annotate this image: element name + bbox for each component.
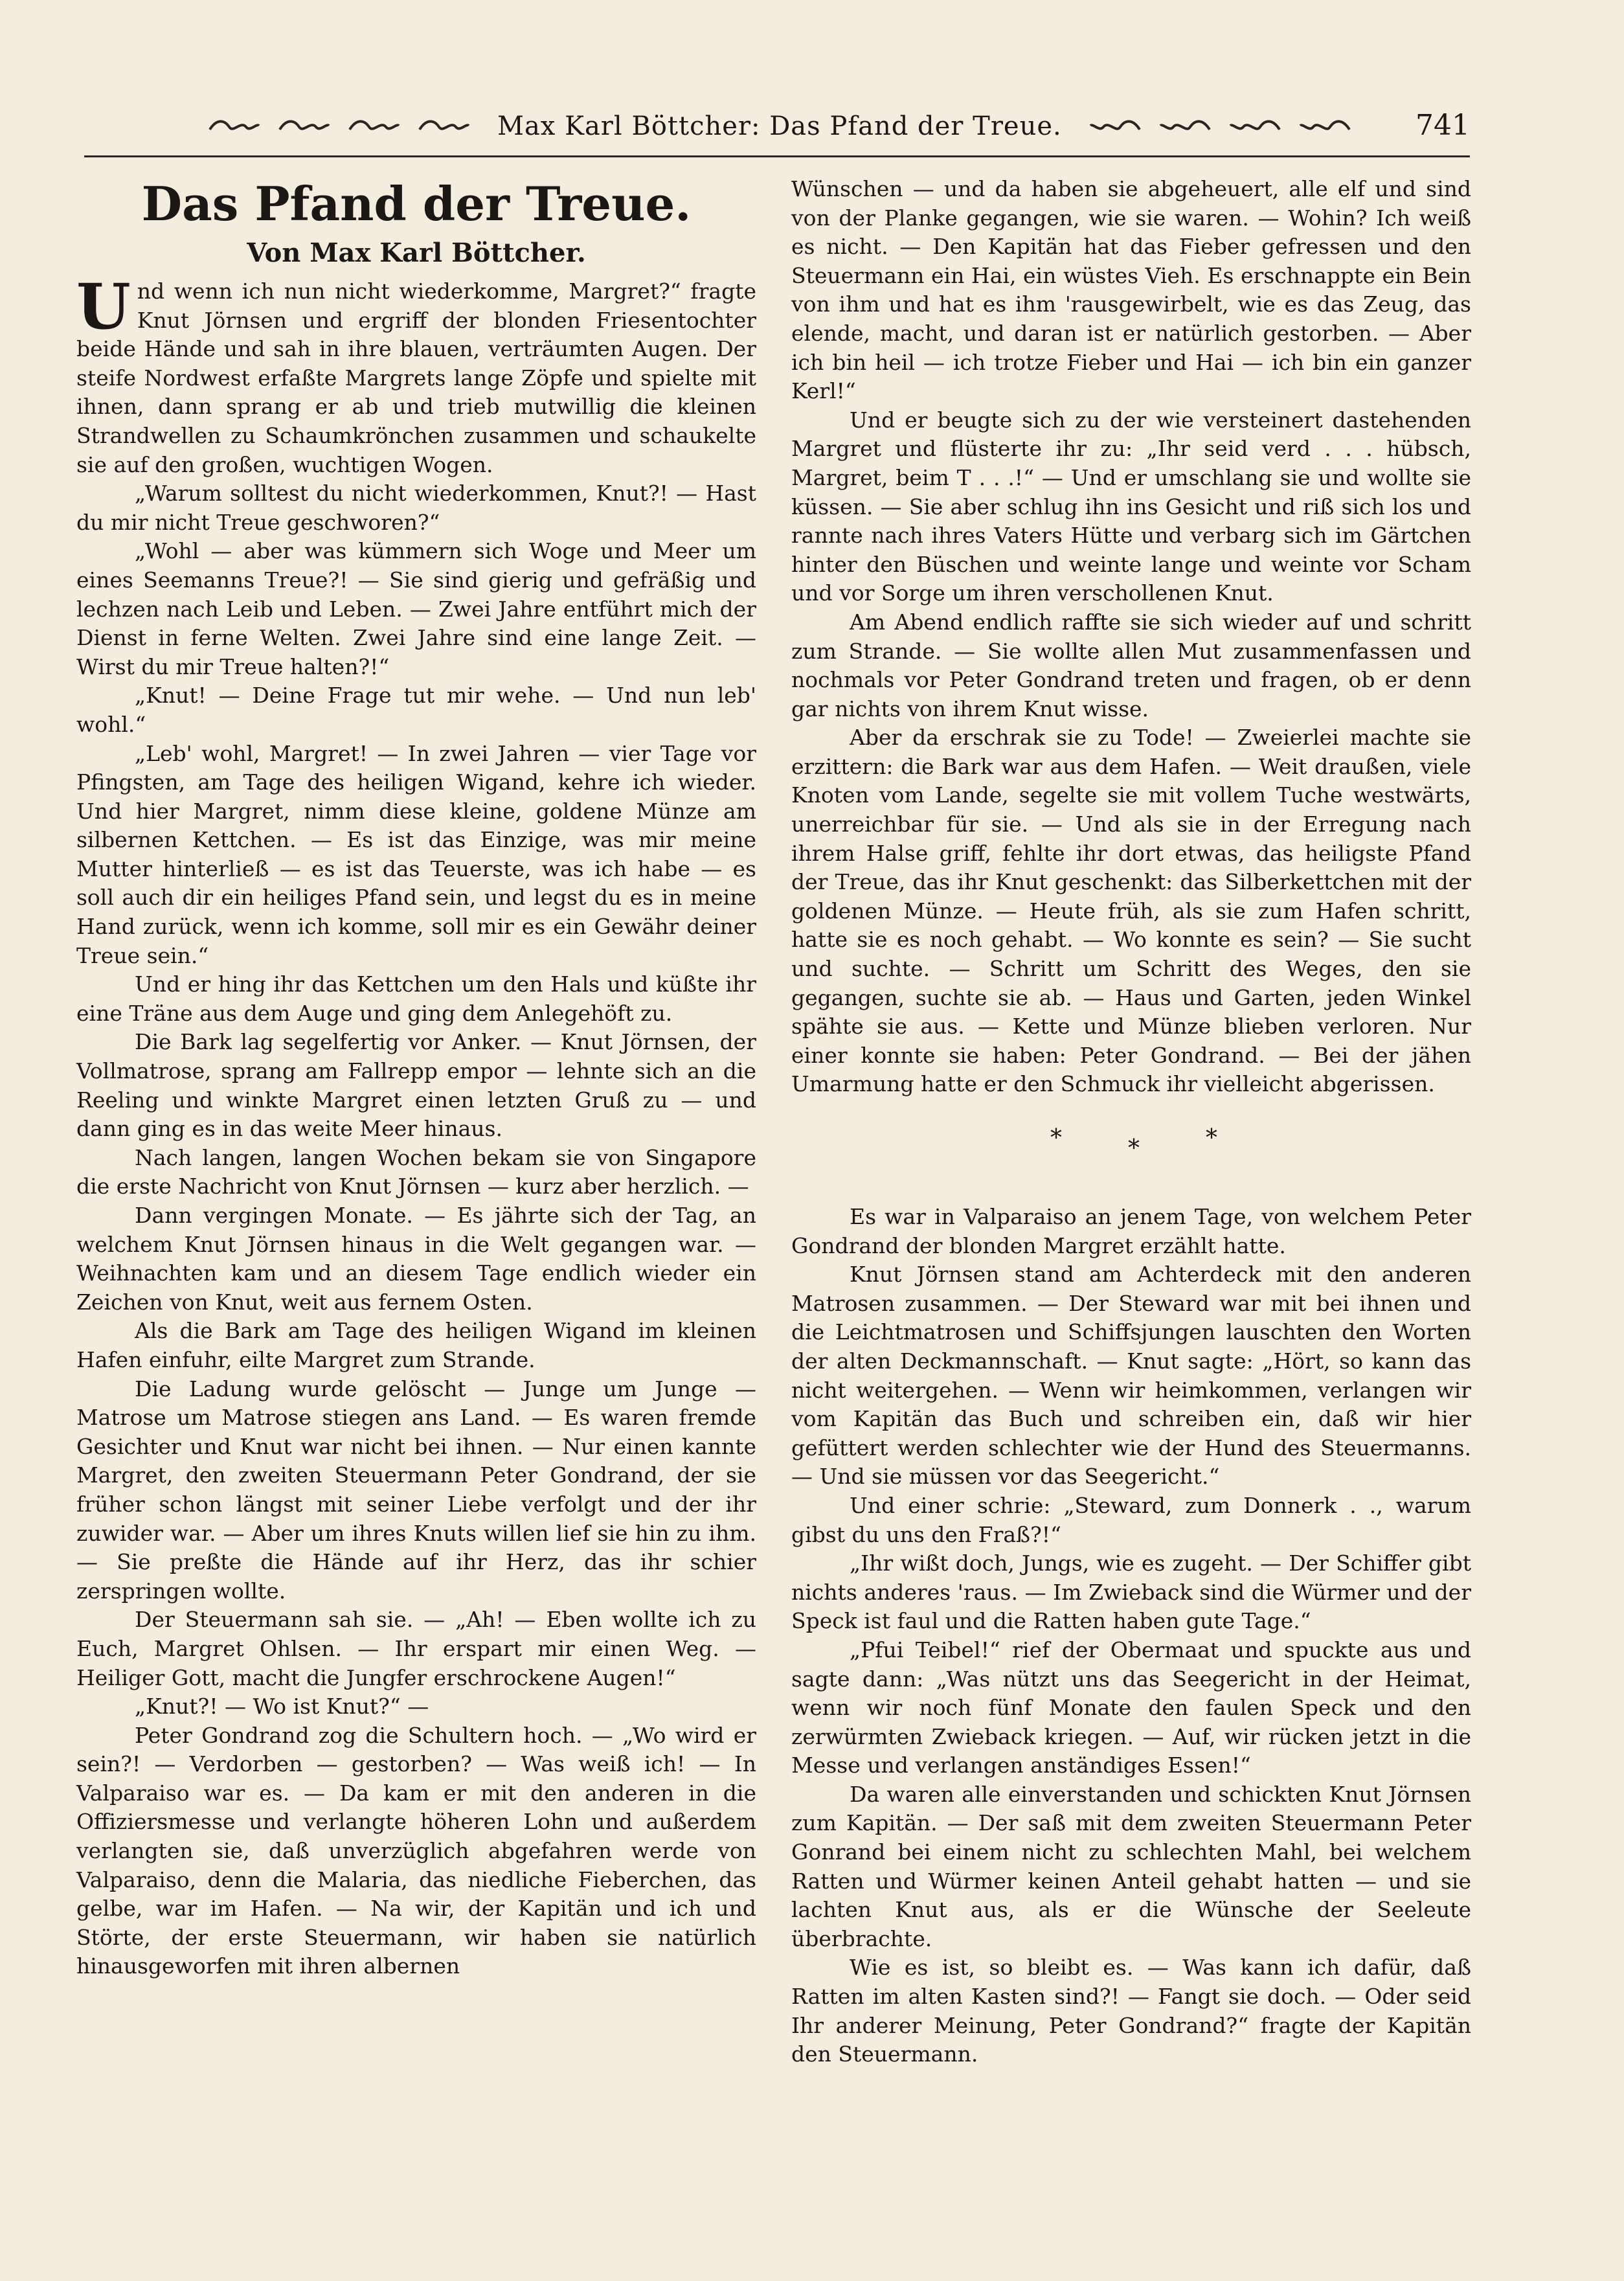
ornament-icon: [417, 118, 471, 135]
paragraph: „Wohl — aber was kümmern sich Woge und Meer um eines Seemanns Treue?! — Sie sind gierig und gefräßig und lechzen nach Leib und Leben. — Zwei Jahre entführt mich der Dienst in ferne Welten. Zwei Jahre sind eine lange Zeit. — Wirst du mir Treue halten?!“: [76, 538, 756, 679]
paragraph: Am Abend endlich raffte sie sich wieder auf und schritt zum Strande. — Sie wollte allen Mut zusammenfassen und nochmals vor Peter Gondrand treten und fragen, ob er denn gar nichts von ihrem Knut wisse.: [791, 609, 1471, 721]
paragraph: Und er hing ihr das Kettchen um den Hals und küßte ihr eine Träne aus dem Auge und ging dem Anlegehöft zu.: [76, 971, 756, 1026]
running-title: Max Karl Böttcher: Das Pfand der Treue.: [497, 111, 1062, 141]
header-ornaments-left: [207, 118, 471, 135]
ornament-icon: [1228, 118, 1282, 135]
running-header: [84, 97, 1470, 157]
drop-cap: U: [76, 270, 131, 343]
paragraph: „Leb' wohl, Margret! — In zwei Jahren — vier Tage vor Pfingsten, am Tage des heiligen Wigand, kehre ich wieder. Und hier Margret, nimm diese kleine, goldene Münze am silbernen Kettchen. — Es ist das Einzige, was mir meine Mutter hinterließ — es ist das Teuerste, was ich habe — es soll auch dir ein heiliges Pfand sein, und legst du es in meine Hand zurück, wenn ich komme, soll mir es ein Gewähr deiner Treue sein.“: [76, 740, 756, 968]
ornament-icon: [1158, 118, 1212, 135]
paragraph: Knut Jörnsen stand am Achterdeck mit den anderen Matrosen zusammen. — Der Steward war mit bei ihnen und die Leichtmatrosen und Schiffsjungen lauschten den Worten der alten Deckmannschaft. — Knut sagte: „Hört, so kann das nicht weitergehen. — Wenn wir heimkommen, verlangen wir vom Kapitän das Buch und schreiben ein, daß wir hier gefüttert werden schlechter wie der Hund des Steuermanns. — Und sie müssen vor das Seegericht.“: [791, 1262, 1471, 1490]
paragraph: Die Ladung wurde gelöscht — Junge um Junge — Matrose um Matrose stiegen ans Land. — Es waren fremde Gesichter und Knut war nicht bei ihnen. — Nur einen kannte Margret, den zweiten Steuermann Peter Gondrand, der sie früher schon längst mit seiner Liebe verfolgt und der ihr zuwider war. — Aber um ihres Knuts willen lief sie hin zu ihm. — Sie preßte die Hände auf ihr Herz, das ihr schier zerspringen wollte.: [76, 1376, 756, 1604]
paragraph: „Warum solltest du nicht wiederkommen, Knut?! — Hast du mir nicht Treue geschworen?“: [76, 481, 756, 535]
left-paragraphs: [76, 270, 756, 1981]
paragraph: „Knut?! — Wo ist Knut?“ —: [135, 1694, 429, 1719]
section-separator: [791, 1099, 1471, 1203]
left-column: [76, 175, 756, 1981]
ornament-icon: [347, 118, 401, 135]
separator-star: *: [1206, 1125, 1217, 1152]
paragraph: Und wenn ich nun nicht wiederkomme, Margret?“ fragte Knut Jörnsen und ergriff der blonden Friesentochter beide Hände und sah in ihre blauen, verträumten Augen. Der steife Nordwest erfaßte Margrets lange Zöpfe und spielte mit ihnen, dann sprang er ab und trieb mutwillig die kleinen Strandwellen zu Schaumkrönchen zusammen und schaukelte sie auf den großen, wuchtigen Wogen.: [76, 270, 756, 477]
paragraph: „Pfui Teibel!“ rief der Obermaat und spuckte aus und sagte dann: „Was nützt uns das Seegericht in der Heimat, wenn wir noch fünf Monate den faulen Speck und den zerwürmten Zwieback kriegen. — Auf, wir rücken jetzt in die Messe und verlangen anständiges Essen!“: [791, 1637, 1471, 1778]
header-center: [207, 111, 1352, 141]
paragraph: Als die Bark am Tage des heiligen Wigand im kleinen Hafen einfuhr, eilte Margret zum Strande.: [76, 1318, 756, 1372]
paragraph: Und einer schrie: „Steward, zum Donnerk . ., warum gibst du uns den Fraß?!“: [791, 1492, 1471, 1547]
story-byline: Von Max Karl Böttcher.: [247, 238, 586, 268]
separator-star: *: [1050, 1125, 1062, 1152]
paragraph: „Ihr wißt doch, Jungs, wie es zugeht. — Der Schiffer gibt nichts anderes 'raus. — Im Zwieback sind die Würmer und der Speck ist faul und die Ratten haben gute Tage.“: [791, 1550, 1471, 1634]
page-number: 741: [1415, 109, 1470, 142]
separator-star: *: [1128, 1135, 1140, 1162]
header-ornaments-right: [1088, 118, 1352, 135]
paragraph: Und er beugte sich zu der wie versteinert dastehenden Margret und flüsterte ihr zu: „Ihr seid verd . . . hübsch, Margret, beim T . . .!“ — Und er umschlang sie und wollte sie küssen. — Sie aber schlug ihn ins Gesicht und riß sich los und rannte nach ihres Vaters Hütte und verbarg sich im Gärtchen hinter den Büschen und weinte lange und weinte vor Scham und vor Sorge um ihren verschollenen Knut.: [791, 407, 1471, 606]
paragraph: Wie es ist, so bleibt es. — Was kann ich dafür, daß Ratten im alten Kasten sind?! — Fangt sie doch. — Oder seid Ihr anderer Meinung, Peter Gondrand?“ fragte der Kapitän den Steuermann.: [791, 1955, 1471, 2067]
ornament-icon: [1088, 118, 1142, 135]
paragraph: „Knut! — Deine Frage tut mir wehe. — Und nun leb' wohl.“: [76, 683, 756, 737]
paragraph: Da waren alle einverstanden und schickten Knut Jörnsen zum Kapitän. — Der saß mit dem zweiten Steuermann Peter Gonrand bei einem nicht zu schlechten Mahl, bei welchem Ratten und Würmer keinen Anteil gehabt hatten — und sie lachten Knut aus, als er die Wünsche der Seeleute überbrachte.: [791, 1781, 1471, 1951]
paragraph: Aber da erschrak sie zu Tode! — Zweierlei machte sie erzittern: die Bark war aus dem Hafen. — Weit draußen, viele Knoten vom Lande, segelte sie mit vollem Tuche westwärts, unerreichbar für sie. — Und als sie in der Erregung nach ihrem Halse griff, fehlte ihr dort etwas, das heiligste Pfand der Treue, das ihr Knut geschenkt: das Silberkettchen mit der goldenen Münze. — Heute früh, als sie zum Hafen schritt, hatte sie es noch gehabt. — Wo konnte es sein? — Sie sucht und suchte. — Schritt um Schritt des Weges, den sie gegangen, suchte sie ab. — Haus und Garten, jeden Winkel spähte sie aus. — Kette und Münze blieben verloren. Nur einer konnte sie haben: Peter Gondrand. — Bei der jähen Umarmung hatte er den Schmuck ihr vielleicht abgerissen.: [791, 725, 1471, 1097]
paragraph: Es war in Valparaiso an jenem Tage, von welchem Peter Gondrand der blonden Margret erzählt hatte.: [791, 1204, 1471, 1258]
paragraph: Dann vergingen Monate. — Es jährte sich der Tag, an welchem Knut Jörnsen hinaus in die Welt gegangen war. — Weihnachten kam und an diesem Tage endlich wieder ein Zeichen von Knut, weit aus fernem Osten.: [76, 1203, 756, 1315]
paragraph: Nach langen, langen Wochen bekam sie von Singapore die erste Nachricht von Knut Jörnsen — kurz aber herzlich. —: [76, 1144, 756, 1199]
paragraph: Peter Gondrand zog die Schultern hoch. — „Wo wird er sein?! — Verdorben — gestorben? — Was weiß ich! — In Valparaiso war es. — Da kam er mit den anderen in die Offiziersmesse und verlangte höheren Lohn und außerdem verlangten sie, daß unverzüglich abgefahren werde von Valparaiso, denn die Malaria, das niedliche Fieberchen, das gelbe, war im Hafen. — Na wir, der Kapitän und ich und Störte, der erste Steuermann, wir haben sie natürlich hinausgeworfen mit ihren albernen: [76, 1722, 756, 1979]
ornament-icon: [1298, 118, 1352, 135]
story-title: Das Pfand der Treue.: [141, 176, 692, 231]
paragraph: Der Steuermann sah sie. — „Ah! — Eben wollte ich zu Euch, Margret Ohlsen. — Ihr erspart mir einen Weg. — Heiliger Gott, macht die Jungfer erschrockene Augen!“: [76, 1607, 756, 1690]
right-column: [791, 175, 1471, 2069]
paragraph: Wünschen — und da haben sie abgeheuert, alle elf und sind von der Planke gegangen, wie sie waren. — Wohin? Ich weiß es nicht. — Den Kapitän hat das Fieber gefressen und den Steuermann ein Hai, ein wüstes Vieh. Es erschnappte ein Bein von ihm und hat es ihm 'rausgewirbelt, wie es das Zeug, das elende, macht, und daran ist er natürlich gestorben. — Aber ich bin heil — ich trotze Fieber und Hai — ich bin ein ganzer Kerl!“: [791, 176, 1471, 404]
ornament-icon: [277, 118, 332, 135]
ornament-icon: [207, 118, 262, 135]
paragraph: Die Bark lag segelfertig vor Anker. — Knut Jörnsen, der Vollmatrose, sprang am Fallrepp empor — lehnte sich an die Reeling und winkte Margret einen letzten Gruß zu — und dann ging es in das weite Meer hinaus.: [76, 1029, 756, 1142]
